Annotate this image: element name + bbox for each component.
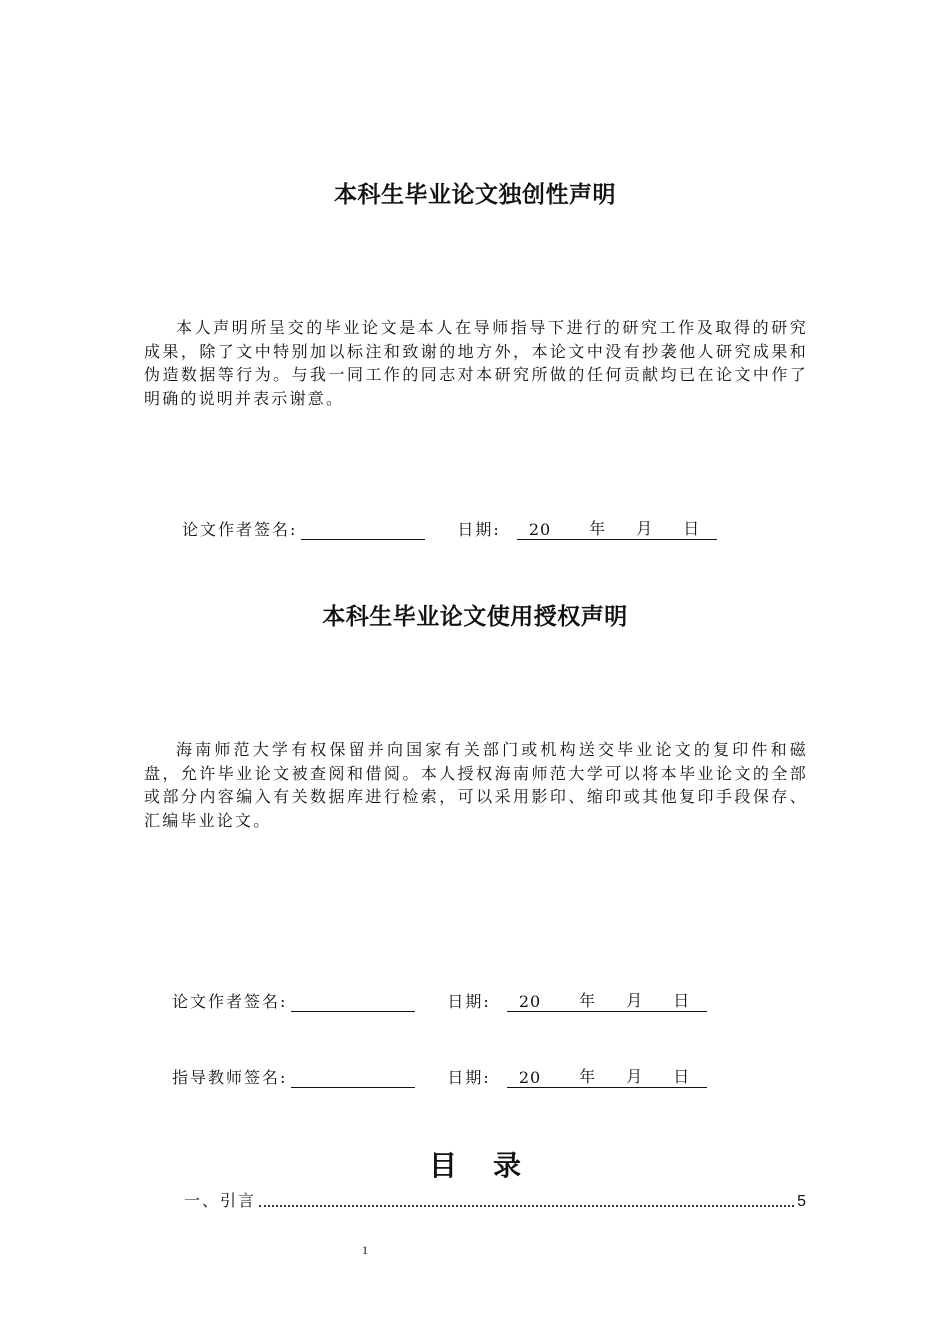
author-signature-label: 论文作者签名: <box>182 520 298 539</box>
month-label: 月 <box>626 991 644 1010</box>
authorization-author-signature-line <box>172 988 707 1012</box>
date-label: 日期: <box>447 1068 491 1087</box>
author-signature-field[interactable] <box>301 521 425 540</box>
advisor-signature-label: 指导教师签名: <box>172 1068 288 1087</box>
month-label: 月 <box>636 519 654 538</box>
advisor-signature-field[interactable] <box>291 1069 415 1088</box>
author-signature-label: 论文作者签名: <box>172 992 288 1011</box>
page-number: 1 <box>362 1243 368 1257</box>
day-label: 日 <box>673 1067 691 1086</box>
date-field[interactable] <box>507 1067 707 1088</box>
day-label: 日 <box>673 991 691 1010</box>
toc-entry-label: 一、引言 <box>184 1191 257 1210</box>
month-label: 月 <box>626 1067 644 1086</box>
toc-title: 目录 <box>428 1149 557 1182</box>
toc-leader-dots <box>259 1204 794 1207</box>
originality-title: 本科生毕业论文独创性声明 <box>334 182 616 208</box>
date-field[interactable] <box>517 519 717 540</box>
year-label: 年 <box>579 1067 597 1086</box>
year-prefix: 20 <box>518 992 542 1011</box>
toc-entry-page: 5 <box>797 1193 806 1210</box>
year-label: 年 <box>579 991 597 1010</box>
author-signature-field[interactable] <box>291 993 415 1012</box>
toc-entry[interactable] <box>184 1188 806 1211</box>
advisor-signature-line <box>172 1064 707 1088</box>
year-prefix: 20 <box>518 1068 542 1087</box>
authorization-title: 本科生毕业论文使用授权声明 <box>322 604 628 630</box>
originality-body: 本人声明所呈交的毕业论文是本人在导师指导下进行的研究工作及取得的研究成果，除了文中特别加以标注和致谢的地方外，本论文中没有抄袭他人研究成果和伪造数据等行为。与我一同工作的同志对本研究所做的任何贡献均已在论文中作了明确的说明并表示谢意。 <box>144 318 808 408</box>
originality-signature-line <box>182 516 717 540</box>
date-label: 日期: <box>447 992 491 1011</box>
year-prefix: 20 <box>528 520 552 539</box>
year-label: 年 <box>589 519 607 538</box>
date-label: 日期: <box>457 520 501 539</box>
authorization-body: 海南师范大学有权保留并向国家有关部门或机构送交毕业论文的复印件和磁盘，允许毕业论文被查阅和借阅。本人授权海南师范大学可以将本毕业论文的全部或部分内容编入有关数据库进行检索，可以采用影印、缩印或其他复印手段保存、汇编毕业论文。 <box>144 740 808 830</box>
date-field[interactable] <box>507 991 707 1012</box>
day-label: 日 <box>683 519 701 538</box>
